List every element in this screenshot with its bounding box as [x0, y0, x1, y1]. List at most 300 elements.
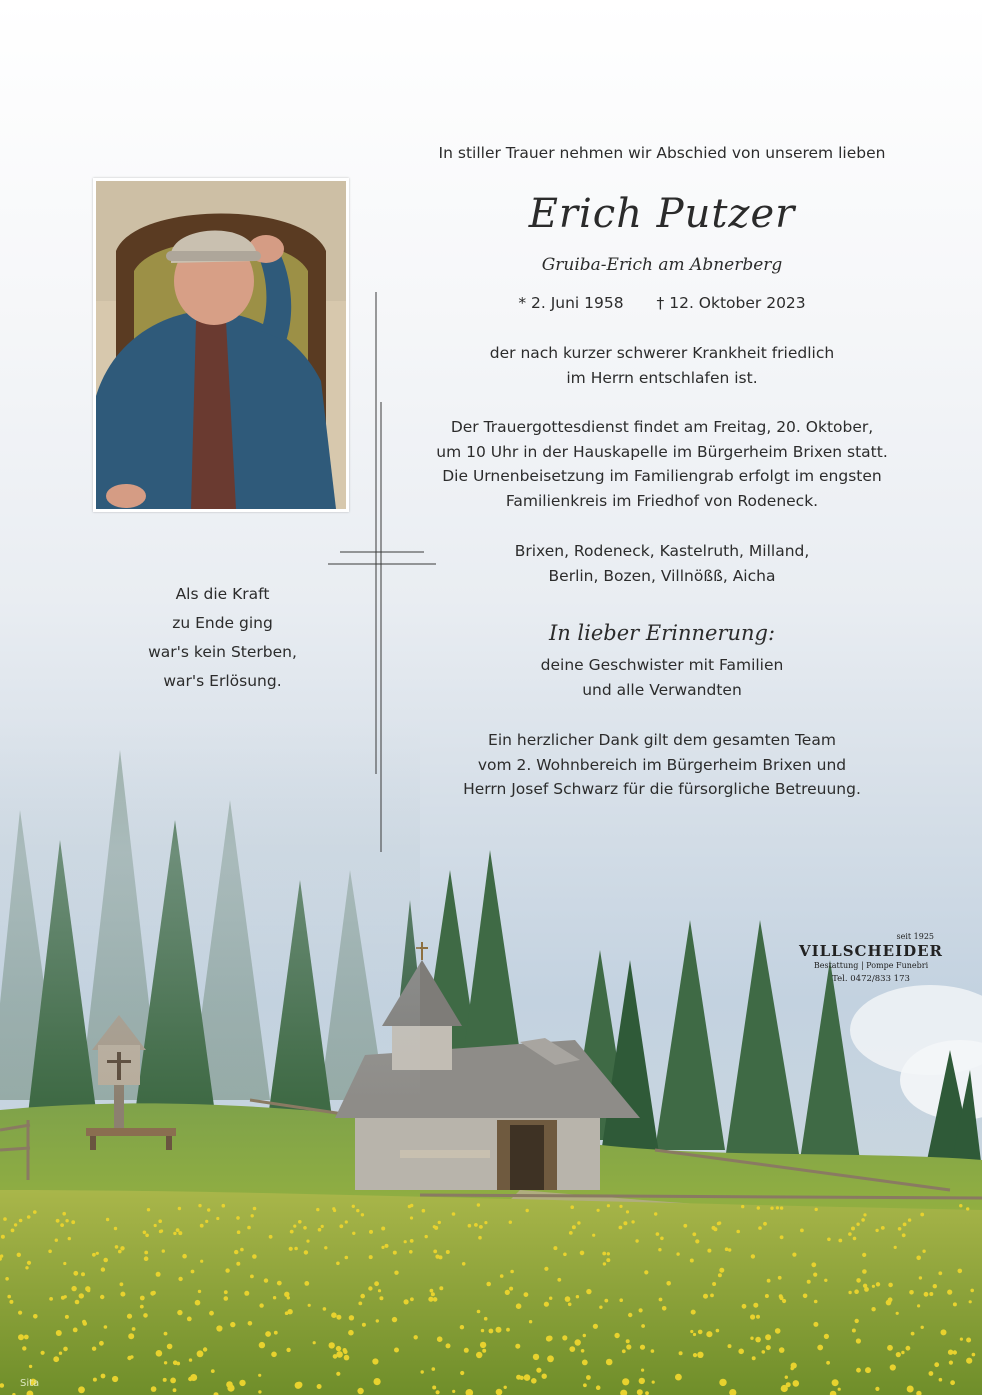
- flower-dot: [645, 1391, 649, 1395]
- flower-dot: [188, 1377, 192, 1381]
- flower-dot: [103, 1258, 108, 1263]
- flower-dot: [792, 1253, 796, 1257]
- text-line: vom 2. Wohnbereich im Bürgerheim Brixen und: [477, 755, 847, 774]
- flower-dot: [728, 1248, 731, 1251]
- flower-dot: [425, 1235, 428, 1238]
- flower-dot: [19, 1219, 23, 1223]
- flower-dot: [480, 1342, 486, 1348]
- flower-dot: [273, 1296, 276, 1299]
- flower-dot: [484, 1221, 487, 1224]
- flower-dot: [150, 1291, 155, 1296]
- flower-dot: [236, 1216, 240, 1220]
- flower-dot: [778, 1276, 782, 1280]
- flower-dot: [572, 1225, 576, 1229]
- flower-dot: [446, 1343, 451, 1348]
- flower-dot: [504, 1386, 507, 1389]
- flower-dot: [531, 1378, 537, 1384]
- flower-dot: [421, 1370, 424, 1373]
- flower-dot: [698, 1330, 703, 1335]
- flower-dot: [482, 1349, 486, 1353]
- flower-dot: [25, 1266, 28, 1269]
- flower-dot: [349, 1315, 354, 1320]
- flower-dot: [224, 1296, 229, 1301]
- flower-dot: [785, 1376, 788, 1379]
- flower-dot: [481, 1329, 484, 1332]
- flower-dot: [781, 1385, 788, 1392]
- flower-dot: [651, 1349, 655, 1353]
- flower-dot: [865, 1367, 871, 1373]
- flower-dot: [53, 1356, 59, 1362]
- flower-dot: [304, 1250, 308, 1254]
- flower-dot: [582, 1360, 588, 1366]
- flower-dot: [277, 1281, 282, 1286]
- flower-dot: [81, 1272, 85, 1276]
- flower-dot: [431, 1292, 435, 1296]
- flower-dot: [18, 1334, 24, 1340]
- flower-dot: [765, 1294, 769, 1298]
- flower-dot: [394, 1271, 398, 1275]
- flower-dot: [762, 1350, 766, 1354]
- flower-dot: [524, 1374, 531, 1381]
- flower-dot: [317, 1384, 322, 1389]
- flower-dot: [236, 1262, 240, 1266]
- flower-dot: [640, 1345, 645, 1350]
- flower-dot: [832, 1379, 839, 1386]
- flower-dot: [462, 1262, 466, 1266]
- flower-dot: [159, 1230, 162, 1233]
- flower-dot: [404, 1299, 409, 1304]
- flower-dot: [394, 1348, 399, 1353]
- flower-dot: [500, 1274, 504, 1278]
- flower-dot: [178, 1277, 182, 1281]
- flower-dot: [438, 1221, 441, 1224]
- flower-dot: [82, 1320, 86, 1324]
- flower-dot: [838, 1239, 842, 1243]
- flower-dot: [410, 1297, 414, 1301]
- flower-dot: [285, 1311, 289, 1315]
- flower-dot: [158, 1219, 162, 1223]
- death-notice: [420, 341, 904, 390]
- flower-dot: [496, 1327, 502, 1333]
- flower-dot: [902, 1233, 906, 1237]
- flower-dot: [115, 1245, 119, 1249]
- flower-dot: [597, 1209, 600, 1212]
- flower-dot: [216, 1217, 219, 1220]
- flower-dot: [360, 1294, 365, 1299]
- flower-dot: [775, 1328, 781, 1334]
- flower-dot: [265, 1331, 271, 1337]
- logo-phone: Tel. 0472/833 173: [832, 974, 910, 984]
- flower-dot: [11, 1229, 15, 1233]
- flower-dot: [191, 1270, 195, 1274]
- flower-dot: [336, 1346, 341, 1351]
- flower-dot: [509, 1221, 512, 1224]
- flower-dot: [888, 1283, 893, 1288]
- flower-dot: [127, 1356, 131, 1360]
- flower-dot: [637, 1389, 643, 1395]
- flower-dot: [216, 1325, 222, 1331]
- flower-dot: [151, 1386, 157, 1392]
- flower-dot: [63, 1347, 68, 1352]
- flower-dot: [378, 1289, 381, 1292]
- flower-dot: [207, 1208, 210, 1211]
- flower-dot: [287, 1296, 290, 1299]
- flower-dot: [619, 1226, 623, 1230]
- flower-dot: [544, 1302, 549, 1307]
- flower-dot: [308, 1304, 311, 1307]
- flower-dot: [887, 1345, 893, 1351]
- flower-dot: [178, 1207, 181, 1210]
- flower-dot: [422, 1209, 426, 1213]
- flower-dot: [908, 1218, 911, 1221]
- flower-dot: [906, 1346, 911, 1351]
- flower-dot: [803, 1294, 808, 1299]
- flower-dot: [619, 1205, 622, 1208]
- flower-dot: [205, 1220, 208, 1223]
- flower-dot: [626, 1344, 631, 1349]
- flower-dot: [533, 1354, 539, 1360]
- flower-dot: [167, 1344, 173, 1350]
- flower-dot: [313, 1341, 316, 1344]
- flower-dot: [793, 1380, 800, 1387]
- flower-dot: [436, 1390, 440, 1394]
- flower-dot: [55, 1239, 58, 1242]
- flower-dot: [336, 1372, 340, 1376]
- flower-dot: [509, 1287, 513, 1291]
- flower-dot: [316, 1208, 319, 1211]
- flower-dot: [170, 1378, 176, 1384]
- flower-dot: [813, 1273, 817, 1277]
- flower-dot: [741, 1205, 744, 1208]
- flower-dot: [154, 1224, 157, 1227]
- flower-dot: [757, 1206, 760, 1209]
- death-date: † 12. Oktober 2023: [656, 294, 806, 312]
- flower-dot: [381, 1227, 385, 1231]
- flower-dot: [854, 1289, 859, 1294]
- flower-dot: [659, 1298, 663, 1302]
- flower-dot: [156, 1350, 163, 1357]
- flower-dot: [934, 1362, 939, 1367]
- flower-dot: [607, 1252, 610, 1255]
- flower-dot: [173, 1388, 177, 1392]
- flower-dot: [658, 1248, 661, 1251]
- flower-dot: [583, 1383, 587, 1387]
- flower-dot: [890, 1364, 896, 1370]
- flower-dot: [430, 1289, 434, 1293]
- flower-dot: [374, 1378, 381, 1385]
- flower-dot: [719, 1268, 724, 1273]
- flower-dot: [848, 1291, 851, 1294]
- flower-dot: [950, 1380, 955, 1385]
- flower-dot: [826, 1361, 830, 1365]
- flower-dot: [476, 1352, 482, 1358]
- poem: [120, 580, 325, 696]
- flower-dot: [101, 1267, 105, 1271]
- flower-dot: [862, 1253, 866, 1257]
- flower-dot: [368, 1286, 372, 1290]
- flower-dot: [85, 1286, 90, 1291]
- flower-dot: [374, 1281, 379, 1286]
- flower-dot: [63, 1295, 66, 1298]
- flower-dot: [29, 1365, 32, 1368]
- flower-dot: [251, 1214, 254, 1217]
- flower-dot: [676, 1252, 679, 1255]
- flower-dot: [790, 1367, 794, 1371]
- funeral-home-logo: [798, 932, 944, 986]
- flower-dot: [929, 1371, 934, 1376]
- flower-dot: [779, 1347, 785, 1353]
- flower-dot: [3, 1217, 7, 1221]
- flower-dot: [274, 1331, 278, 1335]
- flower-dot: [477, 1203, 480, 1206]
- flower-dot: [339, 1224, 343, 1228]
- flower-dot: [881, 1226, 885, 1230]
- flower-dot: [379, 1296, 383, 1300]
- flower-dot: [953, 1350, 957, 1354]
- flower-dot: [393, 1251, 397, 1255]
- flower-dot: [666, 1281, 671, 1286]
- flower-dot: [871, 1307, 875, 1311]
- thanks-note: [420, 728, 904, 802]
- flower-dot: [75, 1300, 80, 1305]
- flower-dot: [626, 1339, 630, 1343]
- flower-dot: [606, 1258, 610, 1262]
- flower-dot: [606, 1359, 613, 1366]
- flower-dot: [710, 1294, 714, 1298]
- flower-dot: [903, 1223, 907, 1227]
- flower-dot: [306, 1240, 309, 1243]
- flower-dot: [294, 1247, 298, 1251]
- flower-dot: [49, 1297, 53, 1301]
- logo-brand: VILLSCHEIDER: [798, 942, 944, 960]
- flower-dot: [776, 1206, 779, 1209]
- flower-dot: [623, 1221, 627, 1225]
- flower-dot: [593, 1324, 598, 1329]
- flower-dot: [120, 1282, 124, 1286]
- flower-dot: [140, 1296, 145, 1301]
- flower-dot: [736, 1230, 740, 1234]
- flower-dot: [717, 1222, 720, 1225]
- flower-dot: [562, 1335, 567, 1340]
- flower-dot: [855, 1319, 859, 1323]
- flower-dot: [767, 1279, 771, 1283]
- text-line: im Herrn entschlafen ist.: [566, 368, 758, 387]
- flower-dot: [703, 1294, 708, 1299]
- flower-dot: [693, 1353, 697, 1357]
- flower-dot: [198, 1290, 201, 1293]
- flower-dot: [824, 1279, 827, 1282]
- flower-dot: [604, 1299, 608, 1303]
- poem-line: war's kein Sterben,: [148, 643, 297, 661]
- flower-dot: [147, 1208, 150, 1211]
- flower-dot: [59, 1352, 62, 1355]
- flower-dot: [71, 1220, 75, 1224]
- flower-dot: [252, 1254, 257, 1259]
- flower-dot: [361, 1213, 364, 1216]
- flower-dot: [656, 1232, 660, 1236]
- flower-dot: [259, 1303, 263, 1307]
- flower-dot: [755, 1337, 761, 1343]
- flower-dot: [250, 1275, 254, 1279]
- text-line: der nach kurzer schwerer Krankheit friedlich: [489, 344, 835, 362]
- flower-dot: [253, 1207, 257, 1211]
- text-line: Brixen, Rodeneck, Kastelruth, Milland,: [514, 542, 810, 560]
- flower-dot: [607, 1204, 610, 1207]
- flower-dot: [258, 1374, 261, 1377]
- flower-dot: [385, 1244, 389, 1248]
- flower-dot: [331, 1312, 337, 1318]
- flower-dot: [392, 1317, 397, 1322]
- flower-dot: [269, 1235, 273, 1239]
- flower-dot: [489, 1329, 494, 1334]
- flower-dot: [324, 1246, 327, 1249]
- flower-dot: [345, 1256, 349, 1260]
- flower-dot: [209, 1311, 214, 1316]
- mourners: [420, 653, 904, 702]
- flower-dot: [178, 1231, 182, 1235]
- flower-dot: [861, 1218, 865, 1222]
- flower-dot: [875, 1229, 878, 1232]
- flower-dot: [712, 1282, 716, 1286]
- flower-dot: [296, 1382, 302, 1388]
- text-line: und alle Verwandten: [582, 680, 742, 699]
- flower-dot: [811, 1262, 816, 1267]
- flower-dot: [639, 1308, 643, 1312]
- flower-dot: [817, 1345, 823, 1351]
- flower-dot: [631, 1220, 634, 1223]
- flower-dot: [780, 1235, 784, 1239]
- image-credit: Sita: [20, 1378, 40, 1389]
- flower-dot: [27, 1261, 31, 1265]
- flower-dot: [336, 1351, 343, 1358]
- text-line: deine Geschwister mit Familien: [540, 656, 784, 674]
- flower-dot: [369, 1230, 373, 1234]
- flower-dot: [99, 1341, 104, 1346]
- flower-dot: [939, 1378, 943, 1382]
- flower-dot: [505, 1290, 510, 1295]
- flower-dot: [516, 1303, 522, 1309]
- flower-dot: [478, 1236, 482, 1240]
- flower-dot: [333, 1209, 336, 1212]
- flower-dot: [563, 1253, 567, 1257]
- flower-dot: [547, 1355, 554, 1362]
- flower-dot: [697, 1352, 703, 1358]
- flower-dot: [9, 1300, 13, 1304]
- flower-dot: [586, 1289, 591, 1294]
- flower-dot: [336, 1262, 340, 1266]
- flower-dot: [738, 1349, 744, 1355]
- flower-dot: [329, 1342, 335, 1348]
- flower-dot: [104, 1325, 108, 1329]
- flower-dot: [898, 1227, 902, 1231]
- flower-dot: [432, 1367, 436, 1371]
- flower-dot: [693, 1333, 696, 1336]
- flower-dot: [345, 1220, 348, 1223]
- flower-dot: [433, 1297, 438, 1302]
- flower-dot: [357, 1388, 363, 1394]
- flower-dot: [258, 1390, 261, 1393]
- flower-dot: [237, 1230, 241, 1234]
- flower-dot: [323, 1307, 327, 1311]
- flower-dot: [336, 1315, 341, 1320]
- flower-dot: [224, 1290, 228, 1294]
- flower-dot: [343, 1348, 347, 1352]
- flower-dot: [446, 1250, 450, 1254]
- flower-dot: [271, 1352, 277, 1358]
- flower-dot: [553, 1246, 557, 1250]
- flower-dot: [690, 1259, 694, 1263]
- flower-dot: [435, 1255, 439, 1259]
- flower-dot: [298, 1220, 302, 1224]
- logo-subtitle: Bestattung | Pompe Funebri: [813, 961, 929, 970]
- flower-dot: [176, 1362, 180, 1366]
- flower-dot: [128, 1333, 134, 1339]
- flower-dot: [65, 1315, 69, 1319]
- flower-dot: [7, 1295, 11, 1299]
- flower-dot: [118, 1250, 122, 1254]
- flower-dot: [437, 1336, 443, 1342]
- flower-dot: [244, 1291, 249, 1296]
- flower-dot: [79, 1293, 84, 1298]
- flower-dot: [894, 1246, 897, 1249]
- flower-dot: [372, 1358, 378, 1364]
- flower-dot: [225, 1268, 229, 1272]
- portrait-photo: [93, 178, 349, 512]
- flower-dot: [362, 1323, 366, 1327]
- flower-dot: [872, 1285, 875, 1288]
- flower-dot: [197, 1350, 204, 1357]
- flower-dot: [896, 1352, 901, 1357]
- flower-dot: [827, 1238, 831, 1242]
- flower-dot: [127, 1314, 132, 1319]
- flower-dot: [580, 1251, 585, 1256]
- flower-dot: [176, 1228, 180, 1232]
- nickname: Gruiba-Erich am Abnerberg: [541, 255, 783, 275]
- flower-dot: [763, 1222, 767, 1226]
- flower-dot: [1, 1235, 5, 1239]
- alpine-chapel-landscape: [0, 720, 982, 1395]
- flower-dot: [542, 1374, 547, 1379]
- flower-dot: [875, 1387, 879, 1391]
- flower-dot: [93, 1378, 97, 1382]
- flower-dot: [145, 1234, 149, 1238]
- flower-dot: [728, 1344, 732, 1348]
- flower-dot: [318, 1228, 322, 1232]
- flower-dot: [933, 1284, 937, 1288]
- flower-dot: [515, 1344, 520, 1349]
- flower-dot: [73, 1271, 78, 1276]
- flower-dot: [164, 1361, 167, 1364]
- flower-dot: [568, 1303, 572, 1307]
- flower-dot: [510, 1270, 514, 1274]
- flower-dot: [751, 1254, 755, 1258]
- flower-dot: [56, 1219, 60, 1223]
- flower-dot: [679, 1351, 683, 1355]
- flower-dot: [707, 1249, 711, 1253]
- flower-dot: [583, 1334, 586, 1337]
- flower-dot: [779, 1294, 783, 1298]
- flower-dot: [780, 1206, 783, 1209]
- flower-dot: [156, 1272, 161, 1277]
- flower-dot: [856, 1368, 861, 1373]
- flower-dot: [464, 1348, 469, 1353]
- flower-dot: [577, 1221, 580, 1224]
- flower-dot: [143, 1313, 148, 1318]
- flower-dot: [182, 1254, 187, 1259]
- flower-dot: [599, 1306, 602, 1309]
- flower-dot: [520, 1376, 524, 1380]
- flower-dot: [264, 1278, 268, 1282]
